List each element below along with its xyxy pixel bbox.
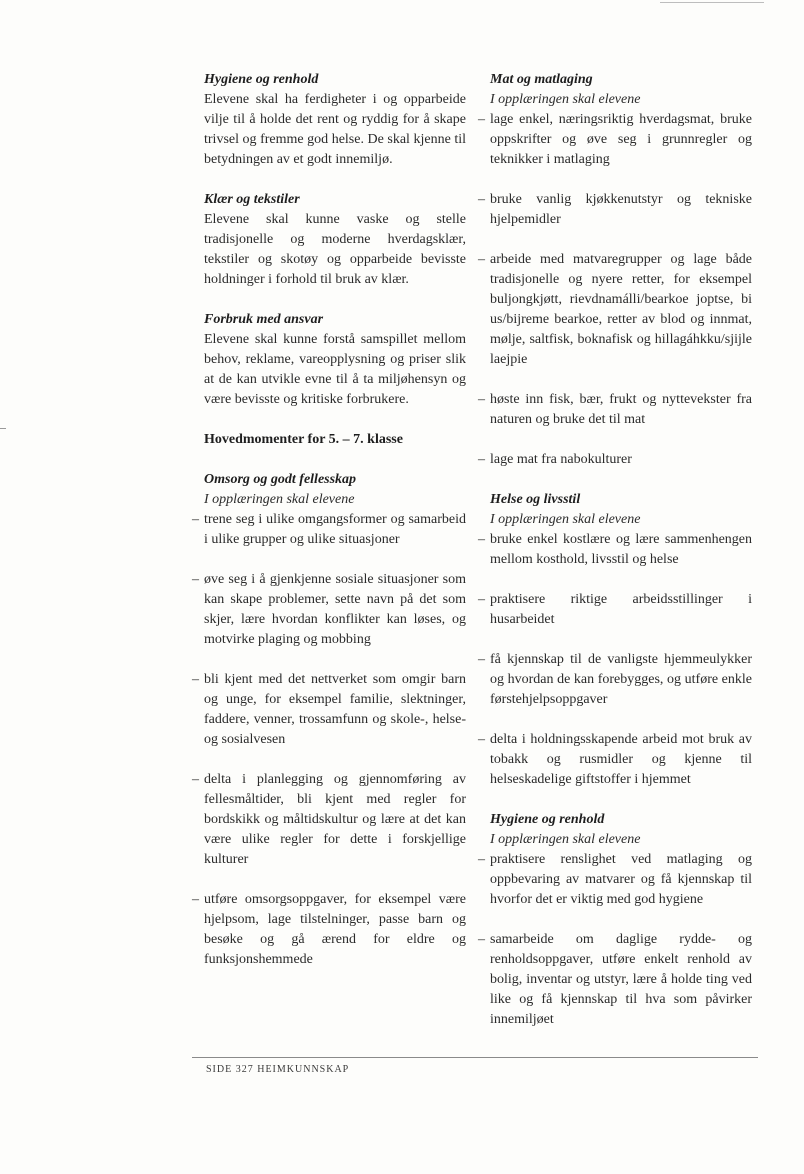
list-item: – bli kjent med det nettverket som omgir barn og unge, for eksempel familie, slektninger, faddere, venner, trossamfunn og skole-, helse- og sosialvesen bbox=[204, 670, 466, 750]
list-item: – få kjennskap til de vanligste hjemmeulykker og hvordan de kan forebygges, og utføre enkle førstehjelpsoppgaver bbox=[490, 650, 752, 710]
list-item: – arbeide med matvaregrupper og lage både tradisjonelle og nyere retter, for eksempel buljongkjøtt, rievdnamálli/bearkoe joptse, bi us/bijreme bearkoe, retter av blod og innmat, mølje, saltfisk, boknafisk og hillagáhkku/sjijle laejpie bbox=[490, 250, 752, 370]
list-item: – samarbeide om daglige rydde- og renholdsoppgaver, utføre enkelt renhold av bolig, inventar og utstyr, lære å holde ting ved like og få kjennskap til hva som påvirker innemiljøet bbox=[490, 930, 752, 1030]
list-item: – lage enkel, næringsriktig hverdagsmat, bruke oppskrifter og øve seg i grunnregler og teknikker i matlaging bbox=[490, 110, 752, 170]
section-text: Elevene skal kunne forstå samspillet mellom behov, reklame, vareopplysning og priser slik at de kan utvikle evne til å ta miljøhensyn og være bevisste og kritiske forbrukere. bbox=[204, 332, 466, 407]
list-item: – trene seg i ulike omgangsformer og samarbeid i ulike grupper og ulike situasjoner bbox=[204, 510, 466, 550]
list-item: – bruke vanlig kjøkkenutstyr og tekniske hjelpemidler bbox=[490, 190, 752, 230]
section-text: Elevene skal ha ferdigheter i og opparbeide vilje til å holde det rent og ryddig for å skape trivsel og fremme god helse. De skal kjenne til betydningen av et godt innemiljø. bbox=[204, 92, 466, 167]
section-heading: Omsorg og godt fellesskap bbox=[204, 472, 357, 487]
section-main-heading bbox=[204, 430, 466, 450]
margin-mark bbox=[0, 428, 6, 429]
section-helse bbox=[490, 490, 752, 790]
bullet-list bbox=[490, 110, 752, 470]
list-item: – delta i planlegging og gjennomføring av fellesmåltider, bli kjent med regler for bordskikk og måltidskultur og lære at det kan være ulike regler for dette i forskjellige kulturer bbox=[204, 770, 466, 870]
top-edge-rule bbox=[660, 2, 764, 3]
list-item: – øve seg i å gjenkjenne sosiale situasjoner som kan skape problemer, sette navn på det som skjer, lære hvordan konflikter kan løses, og motvirke plaging og mobbing bbox=[204, 570, 466, 650]
list-item: – bruke enkel kostlære og lære sammenhengen mellom kosthold, livsstil og helse bbox=[490, 530, 752, 570]
main-heading: Hovedmomenter for 5. – 7. klasse bbox=[204, 432, 403, 447]
footer-rule bbox=[192, 1057, 758, 1058]
section-intro: I opplæringen skal elevene bbox=[204, 492, 355, 507]
section-hygiene bbox=[490, 810, 752, 1030]
section-forbruk bbox=[204, 310, 466, 410]
section-intro: I opplæringen skal elevene bbox=[490, 92, 641, 107]
bullet-list bbox=[490, 530, 752, 790]
list-item: – delta i holdningsskapende arbeid mot bruk av tobakk og rusmidler og kjenne til helseskadelige giftstoffer i hjemmet bbox=[490, 730, 752, 790]
section-intro: I opplæringen skal elevene bbox=[490, 512, 641, 527]
section-hygiene-intro bbox=[204, 70, 466, 170]
section-intro: I opplæringen skal elevene bbox=[490, 832, 641, 847]
bullet-list bbox=[490, 850, 752, 1030]
bullet-list bbox=[204, 510, 466, 970]
section-heading: Forbruk med ansvar bbox=[204, 312, 324, 327]
section-heading: Mat og matlaging bbox=[490, 72, 593, 87]
section-heading: Helse og livsstil bbox=[490, 492, 581, 507]
list-item: – praktisere riktige arbeidsstillinger i husarbeidet bbox=[490, 590, 752, 630]
list-item: – utføre omsorgsoppgaver, for eksempel være hjelpsom, lage tilstelninger, passe barn og besøke og gå ærend for eldre og funksjonshemmede bbox=[204, 890, 466, 970]
section-heading: Hygiene og renhold bbox=[204, 72, 319, 87]
section-klaer bbox=[204, 190, 466, 290]
section-mat bbox=[490, 70, 752, 470]
right-column bbox=[490, 70, 752, 1030]
list-item: – lage mat fra nabokulturer bbox=[490, 450, 752, 470]
section-omsorg bbox=[204, 470, 466, 970]
list-item: – praktisere renslighet ved matlaging og oppbevaring av matvarer og få kjennskap til hvorfor det er viktig med god hygiene bbox=[490, 850, 752, 910]
list-item: – høste inn fisk, bær, frukt og nyttevekster fra naturen og bruke det til mat bbox=[490, 390, 752, 430]
section-heading: Hygiene og renhold bbox=[490, 812, 605, 827]
left-column bbox=[204, 70, 466, 970]
section-text: Elevene skal kunne vaske og stelle tradisjonelle og moderne hverdagsklær, tekstiler og skotøy og opparbeide bevisste holdninger i forhold til bruk av klær. bbox=[204, 212, 466, 287]
page-footer: SIDE 327 HEIMKUNNSKAP bbox=[206, 1064, 350, 1075]
section-heading: Klær og tekstiler bbox=[204, 192, 300, 207]
